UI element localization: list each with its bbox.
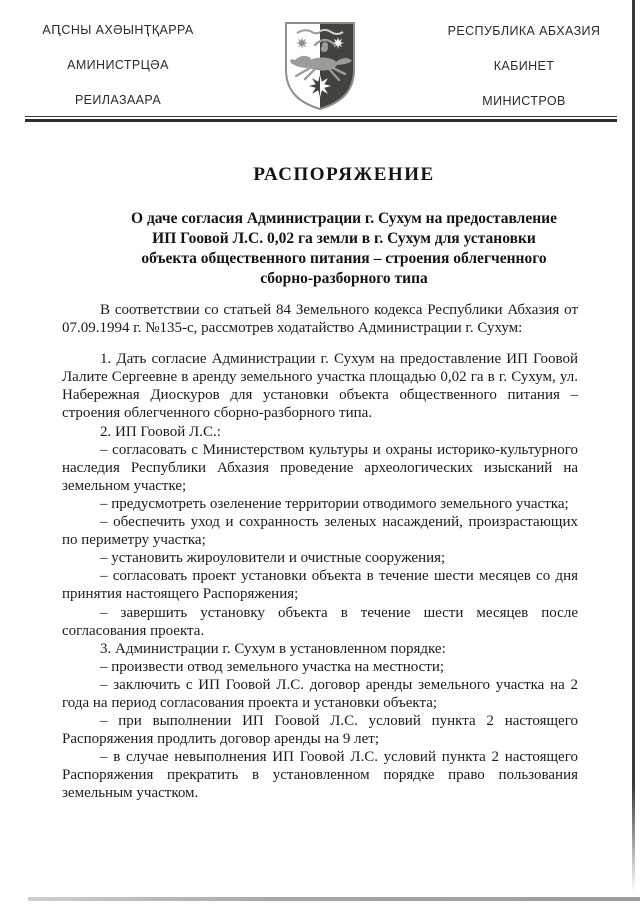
page-edge-shadow-right: [632, 0, 635, 892]
subject-line-2: ИП Гоовой Л.С. 0,02 га земли в г. Сухум для установки: [152, 230, 536, 247]
document-heading: [110, 164, 578, 289]
document-title: РАСПОРЯЖЕНИЕ: [253, 164, 435, 185]
subject-line-1: О даче согласия Администрации г. Сухум на предоставление: [131, 210, 557, 227]
subject-line-3: объекта общественного питания – строения облегченного: [141, 250, 547, 267]
org-russian-line-2: КАБИНЕТ: [493, 59, 555, 73]
org-abkhaz-line-2: АМИНИСТРЦӘА: [67, 58, 169, 72]
org-russian-line-3: МИНИСТРОВ: [482, 94, 566, 108]
body-paragraph-dash: – завершить установку объекта в течение шести месяцев после согласования проекта.: [62, 604, 578, 639]
paragraph-list: [62, 301, 578, 803]
body-paragraph-dash: – в случае невыполнения ИП Гоовой Л.С. условий пункта 2 настоящего Распоряжения прекратить в установленном порядке право пользования земельным участком.: [62, 749, 578, 802]
body-paragraph-dash: – при выполнении ИП Гоовой Л.С. условий пункта 2 настоящего Распоряжения продлить договор аренды на 9 лет;: [62, 713, 578, 748]
body-paragraph-dash: – произвести отвод земельного участка на местности;: [100, 658, 445, 675]
document-subject: [110, 209, 578, 289]
header-org-abkhaz: [28, 22, 208, 128]
body-paragraph-intro: В соответствии со статьей 84 Земельного кодекса Республики Абхазия от 07.09.1994 г. №135-с, рассмотрев ходатайство Администрации г. Сухум:: [62, 302, 578, 337]
body-paragraph-item-3: 3. Администрации г. Сухум в установленном порядке:: [100, 640, 446, 657]
body-paragraph-item-1: 1. Дать согласие Администрации г. Сухум на предоставление ИП Гоовой Лалите Сергеевне в аренду земельного участка площадью 0,02 га в г. Сухум, ул. Набережная Диоскуров для установки объекта общественного питания – строения облегченного сборно-разборного типа.: [62, 351, 578, 422]
page-edge-shadow-bottom: [28, 897, 640, 901]
org-abkhaz-line-3: РЕИЛАЗААРА: [74, 93, 162, 107]
body-paragraph-dash: – согласовать с Министерством культуры и охраны историко-культурного наследия Республики Абхазия проведение археологических изысканий на земельном участке;: [62, 441, 578, 494]
org-abkhaz-line-1: АԤСНЫ АХӘЫНҬҚАРРА: [42, 23, 194, 37]
coat-of-arms-emblem-icon: [281, 20, 359, 112]
header-divider: [25, 116, 617, 122]
body-paragraph-item-2: 2. ИП Гоовой Л.С.:: [100, 423, 221, 440]
body-paragraph-dash: – согласовать проект установки объекта в течение шести месяцев со дня принятия настоящего Распоряжения;: [62, 568, 578, 603]
body-paragraph-dash: – обеспечить уход и сохранность зеленых насаждений, произрастающих по периметру участка;: [62, 514, 578, 549]
body-paragraph-dash: – установить жироуловители и очистные сооружения;: [100, 550, 446, 567]
body-paragraph-dash: – заключить с ИП Гоовой Л.С. договор аренды земельного участка на 2 года на период согласования проекта и установки объекта;: [62, 676, 578, 711]
document-body: [62, 160, 578, 803]
subject-line-4: сборно-разборного типа: [260, 270, 428, 287]
body-paragraph-dash: – предусмотреть озеленение территории отводимого земельного участка;: [100, 495, 569, 512]
header-org-russian: [438, 24, 610, 129]
org-russian-line-1: РЕСПУБЛИКА АБХАЗИЯ: [447, 24, 601, 38]
